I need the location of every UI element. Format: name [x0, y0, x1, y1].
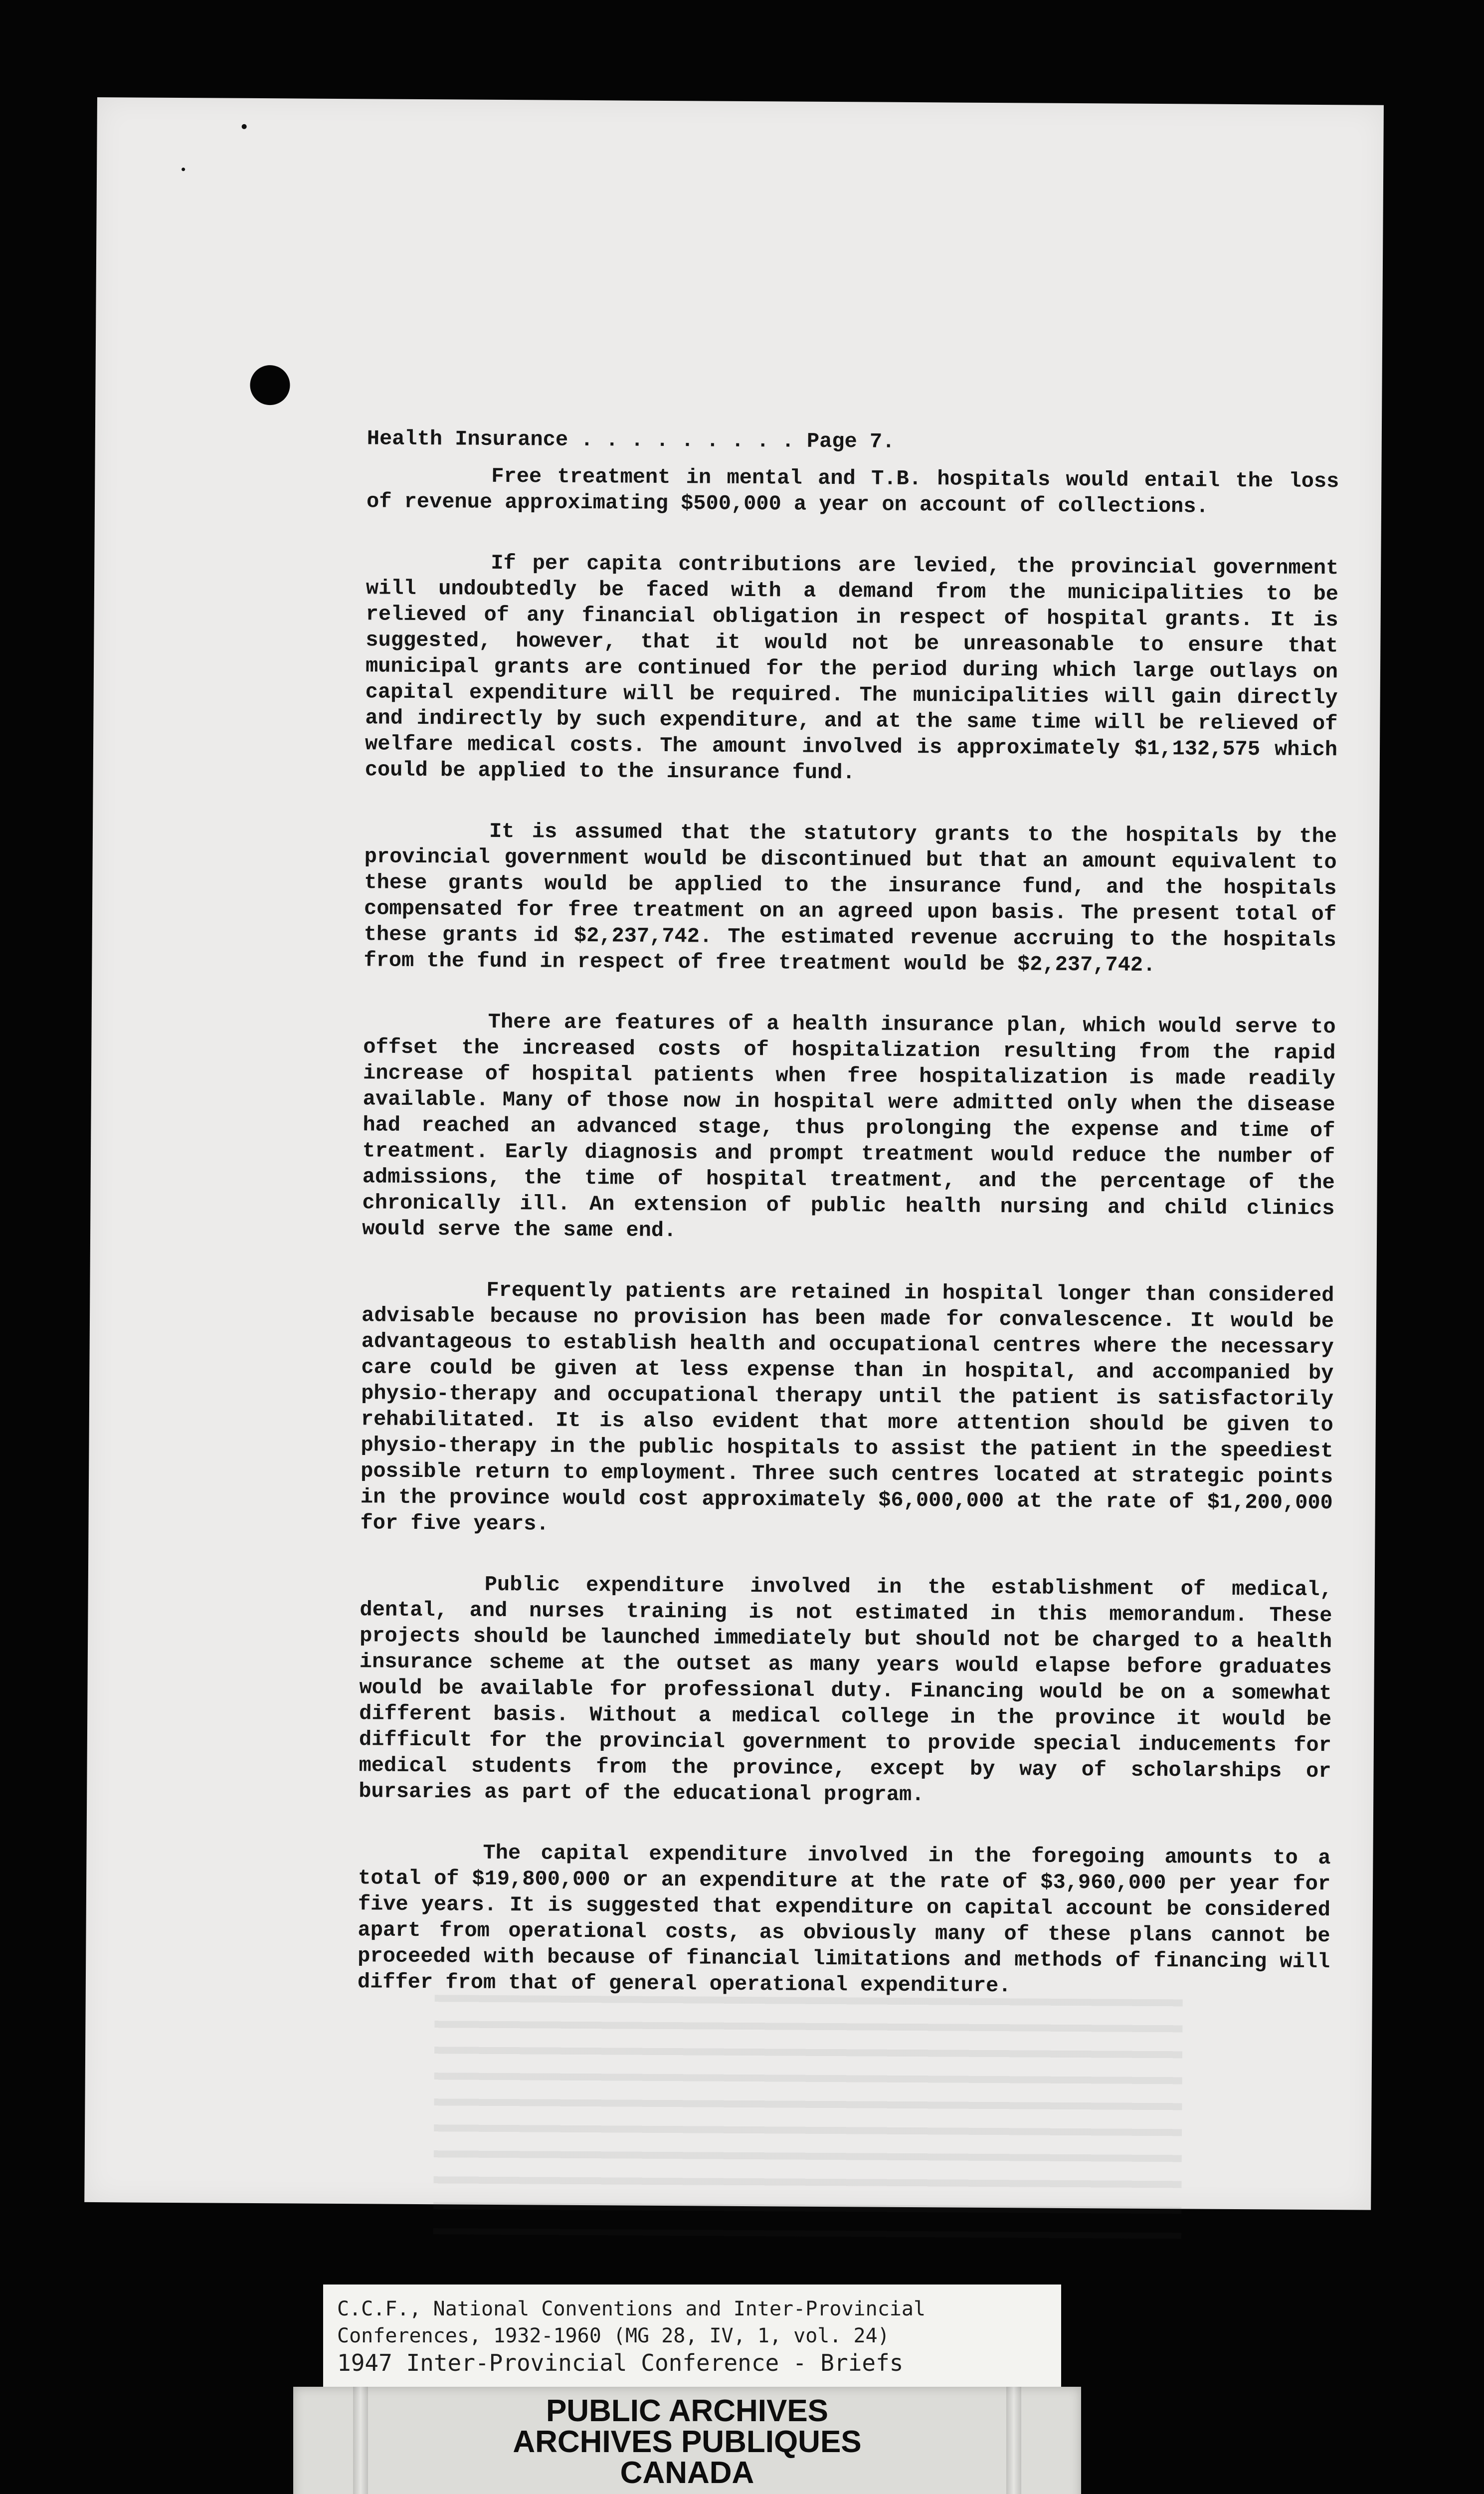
- paragraph: If per capita contributions are levied, the provincial government will undoubtedly be faced with a demand from the municipalities to be relieved of any financial obligation in respect of hospital grants. It is suggested, however, that it would not be unreasonable to ensure that municipal grants are continued for the period during which large outlays on capital expenditure will be required. The municipalities will gain directly and indirectly by such expenditure, and at the same time will be relieved of welfare medical costs. The amount involved is approximately $1,132,575 which could be applied to the insurance fund.: [365, 551, 1339, 785]
- paper-speck: [242, 124, 247, 129]
- archive-reference-card: [323, 2285, 1061, 2392]
- paper-speck: [182, 168, 185, 171]
- card-line: C.C.F., National Conventions and Inter-Provincial: [337, 2297, 926, 2320]
- document-page: [84, 97, 1384, 2210]
- paragraph: There are features of a health insurance plan, which would serve to offset the increased costs of hospitalization resulting from the rapid increase of hospital patients when free hospitalization is made readily available. Many of those now in hospital were admitted only when the disease had reached an advanced stage, thus prolonging the expense and time of treatment. Early diagnosis and prompt treatment would reduce the number of admissions, the time of hospital treatment, and the percentage of the chronically ill. An extension of public health nursing and child clinics would serve the same end.: [362, 1010, 1336, 1243]
- card-line: Conferences, 1932-1960 (MG 28, IV, 1, vol. 24): [337, 2324, 890, 2347]
- stamp-line: ARCHIVES PUBLIQUES: [513, 2425, 862, 2459]
- stamp-line: CANADA: [620, 2456, 754, 2490]
- typed-text: [357, 425, 1339, 2036]
- page-header: Health Insurance . . . . . . . . . Page 7.: [367, 426, 895, 454]
- paragraph: Public expenditure involved in the establishment of medical, dental, and nurses training is not estimated in this memorandum. These projects should be launched immediately but should not be charged to a health insurance scheme at the outset as many years would elapse before graduates would be available for professional duty. Financing would be on a somewhat different basis. Without a medical college in the province it would be difficult for the provincial government to provide special inducements for medical students from the province, except by way of scholarships or bursaries as part of the educational program.: [359, 1572, 1332, 1807]
- stamp-text: [293, 2396, 1081, 2489]
- paragraph: It is assumed that the statutory grants to the hospitals by the provincial government would be discontinued but that an amount equivalent to these grants would be applied to the insurance fund, and the hospitals compensated for free treatment on an agreed upon basis. The present total of these grants id $2,237,742. The estimated revenue accruing to the hospitals from the fund in respect of free treatment would be $2,237,742.: [364, 819, 1337, 977]
- bleed-through-text: [433, 1995, 1183, 2239]
- card-series-line: 1947 Inter-Provincial Conference - Briefs: [337, 2349, 904, 2376]
- paragraph: Frequently patients are retained in hospital longer than considered advisable because no provision has been made for convalescence. It would be advantageous to establish health and occupational centres where the necessary care could be given at less expense than in hospital, and accompanied by physio-therapy and occupational therapy until the patient is satisfactorily rehabilitated. It is also evident that more attention should be given to physio-therapy in the public hospitals to assist the patient in the speediest possible return to employment. Three such centres located at strategic points in the province would cost approximately $6,000,000 at the rate of $1,200,000 for five years.: [360, 1278, 1334, 1536]
- archives-stamp: [293, 2387, 1081, 2494]
- punch-hole: [250, 365, 290, 405]
- paragraph: The capital expenditure involved in the foregoing amounts to a total of $19,800,000 or an expenditure at the rate of $3,960,000 per year for five years. It is suggested that expenditure on capital account be considered apart from operational costs, as obviously many of these plans cannot be proceeded with because of financial limitations and methods of financing will differ from that of general operational expenditure.: [357, 1841, 1331, 1998]
- stamp-line: PUBLIC ARCHIVES: [546, 2394, 829, 2428]
- paragraph: Free treatment in mental and T.B. hospitals would entail the loss of revenue approximating $500,000 a year on account of collections.: [366, 464, 1339, 519]
